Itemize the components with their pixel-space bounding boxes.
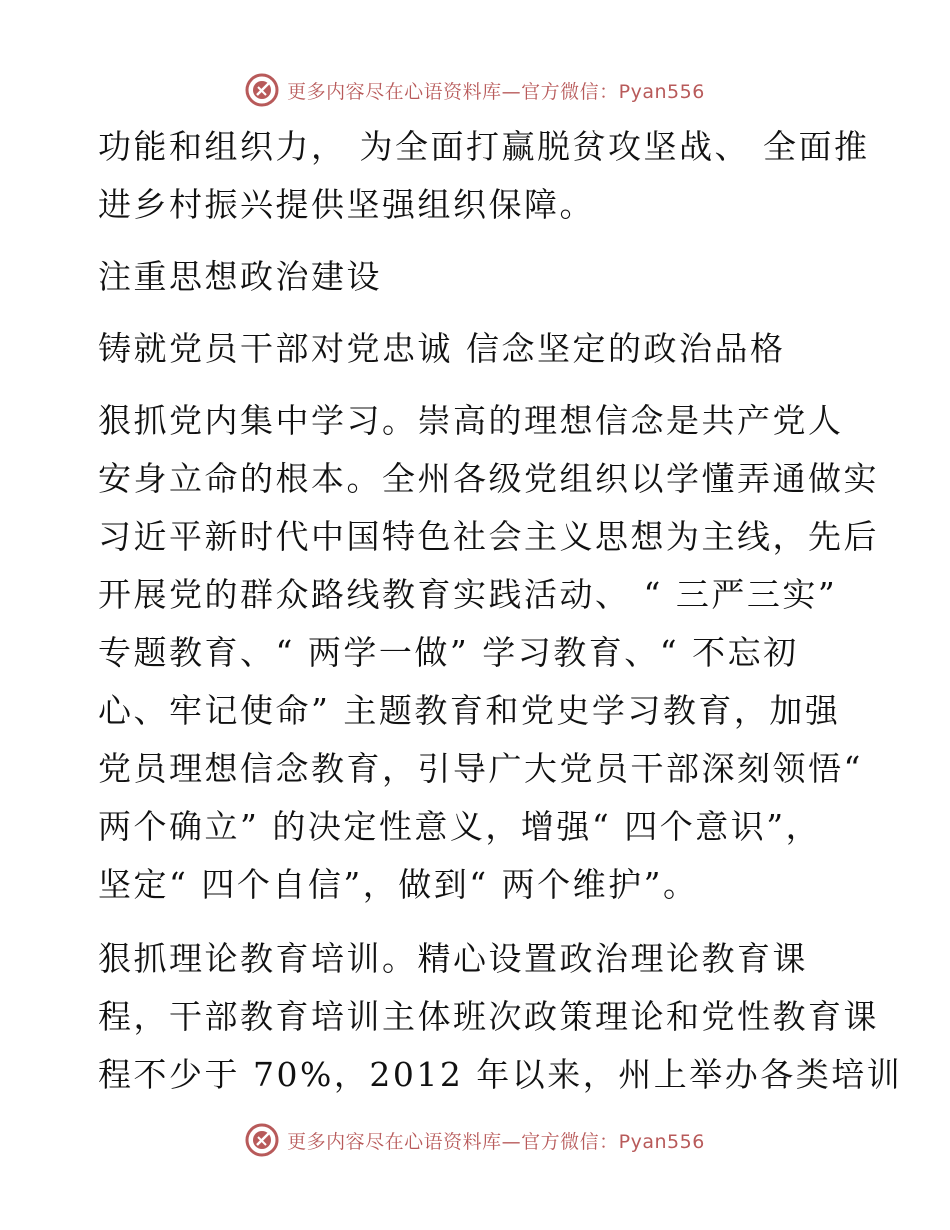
text-line: 坚定“ 四个自信”，做到“ 两个维护”。 xyxy=(98,865,699,904)
text-line: 程，干部教育培训主体班次政策理论和党性教育课 xyxy=(98,997,879,1036)
text-line: 程不少于 70%，2012 年以来，州上举办各类培训 xyxy=(98,1055,903,1094)
paragraph xyxy=(98,930,903,1104)
text-line: 专题教育、“ 两学一做” 学习教育、“ 不忘初 xyxy=(98,633,799,672)
text-line: 进乡村振兴提供坚强组织保障。 xyxy=(98,185,595,224)
document-body xyxy=(98,118,903,1104)
watermark-text: 更多内容尽在心语资料库—官方微信：Pyan556 xyxy=(287,80,705,103)
text-line: 狠抓党内集中学习。崇高的理想信念是共产党人 xyxy=(98,401,844,440)
section-heading xyxy=(98,248,850,306)
text-line: 心、牢记使命” 主题教育和党史学习教育，加强 xyxy=(98,691,841,730)
text-line: 安身立命的根本。全州各级党组织以学懂弄通做实 xyxy=(98,459,879,498)
footer-watermark xyxy=(0,1120,950,1160)
text-line: 注重思想政治建设 xyxy=(98,257,382,296)
text-line: 习近平新时代中国特色社会主义思想为主线，先后 xyxy=(98,517,879,556)
logo-icon xyxy=(245,1123,279,1157)
paragraph xyxy=(98,118,870,234)
text-line: 党员理想信念教育，引导广大党员干部深刻领悟“ xyxy=(98,749,863,788)
text-line: 两个确立” 的决定性意义，增强“ 四个意识”， xyxy=(98,807,822,846)
paragraph xyxy=(98,392,879,914)
text-line: 铸就党员干部对党忠诚 信念坚定的政治品格 xyxy=(98,329,786,368)
header-watermark xyxy=(0,70,950,110)
text-line: 开展党的群众路线教育实践活动、 “ 三严三实” xyxy=(98,575,838,614)
section-subheading xyxy=(98,320,850,378)
text-line: 功能和组织力， 为全面打赢脱贫攻坚战、 全面推 xyxy=(98,127,870,166)
watermark-text: 更多内容尽在心语资料库—官方微信：Pyan556 xyxy=(287,1130,705,1153)
text-line: 狠抓理论教育培训。精心设置政治理论教育课 xyxy=(98,939,808,978)
logo-icon xyxy=(245,73,279,107)
